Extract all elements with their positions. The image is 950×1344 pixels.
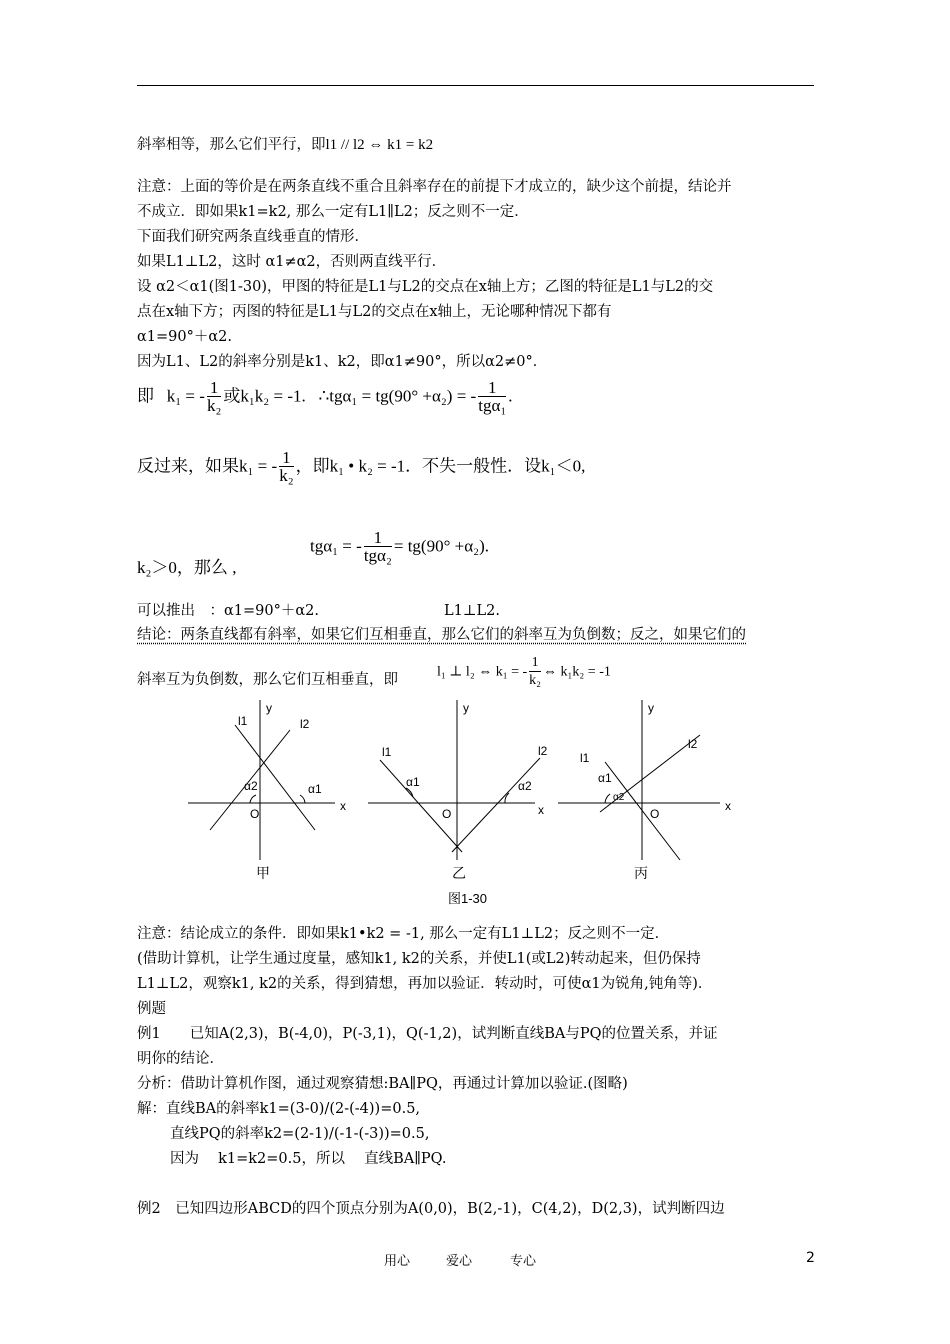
formula-converse: 反过来，如果k₁ = - $\frac{1}{\text{k₂}}$ ，即k₁ • k₂ = -1．不失一般性．设k₁＜0, <box>137 448 586 485</box>
solution-line-2: 直线PQ的斜率k2=(2-1)/(-1-(-3))=0.5, <box>170 1126 430 1142</box>
bing-caption: 丙 <box>634 865 648 881</box>
jia-y-label: y <box>266 701 272 715</box>
example1-line-a: 例1 已知A(2,3)，B(-4,0)，P(-3,1)，Q(-1,2)，试判断直线BA与PQ的位置关系，并证 <box>137 1026 718 1042</box>
example1-line-b: 明你的结论． <box>137 1051 224 1067</box>
yi-caption: 乙 <box>452 865 466 881</box>
fraction-1-over-k2: $\frac{1}{\text{k₂}}$ <box>206 378 222 415</box>
note1-line-a: 注意：上面的等价是在两条直线不重合且斜率存在的前提下才成立的，缺少这个前提，结论并 <box>137 179 732 195</box>
jia-caption: 甲 <box>256 865 270 881</box>
jia-l2-label: l2 <box>300 717 310 731</box>
formula-perp-1: 即 k₁ = - $\frac{1}{\text{k₂}}$ 或k₁k₂ = -1. ∴tgα₁ = tg(90° +α₂) = - $\frac{1}{\text{tgα₁}}$ . <box>137 378 513 415</box>
bing-a1-label: α1 <box>598 771 612 785</box>
yi-line-l1 <box>380 760 462 852</box>
figure-1-30 <box>180 700 740 915</box>
yi-l2-label: l2 <box>538 744 548 758</box>
formula-parallel: l1 // l2 ⇔ k1 = k2 <box>325 137 434 153</box>
figure-yi <box>368 700 540 860</box>
figure-bing <box>558 700 720 860</box>
jia-x-label: x <box>340 799 346 813</box>
formula-tg-relation: tgα₁ = - $\frac{1}{\text{tgα₂}}$ = tg(90° +α₂). <box>310 528 489 565</box>
text-alpha: α1=90°＋α2. <box>137 329 232 345</box>
yi-a2-label: α2 <box>518 779 532 793</box>
bing-x-label: x <box>725 799 731 813</box>
text-because: 因为L1、L2的斜率分别是k1、k2，即α1≠90°，所以α2≠0°． <box>137 354 548 370</box>
solution-line-3: 因为 k1=k2=0.5，所以 直线BA∥PQ. <box>170 1151 447 1167</box>
example2-line: 例2 已知四边形ABCD的四个顶点分别为A(0,0)，B(2,-1)，C(4,2)，D(2,3)，试判断四边 <box>137 1201 725 1217</box>
yi-line-l2 <box>452 758 540 852</box>
header-rule <box>137 85 814 86</box>
text-set-a: 设 α2＜α1(图1-30)，甲图的特征是L1与L2的交点在x轴上方；乙图的特征是L1与L2的交 <box>137 279 714 295</box>
conclusion-line-a: 结论：两条直线都有斜率，如果它们互相垂直，那么它们的斜率互为负倒数；反之，如果它们的 <box>137 627 746 643</box>
bing-a2-label: α2 <box>613 792 625 803</box>
yi-x-label: x <box>538 803 544 817</box>
figure-jia <box>188 700 335 860</box>
formula-k2-positive: k₂＞0，那么 , <box>137 558 237 577</box>
jia-a2-label: α2 <box>244 779 258 793</box>
bing-origin-label: O <box>650 807 660 821</box>
yi-y-label: y <box>463 701 469 715</box>
solution-line-1: 解：直线BA的斜率k1=(3-0)/(2-(-4))=0.5, <box>137 1101 421 1117</box>
deduce-perp: L1⊥L2. <box>444 603 500 619</box>
bing-arc-a1 <box>605 794 610 803</box>
footer-text-1: 用心 <box>384 1254 411 1269</box>
fraction-1-over-tga1: $\frac{1}{\text{tgα₁}}$ <box>478 378 507 415</box>
figure-caption: 图1-30 <box>448 891 488 906</box>
footer-text-3: 专心 <box>510 1254 537 1269</box>
conclusion-line-b: 斜率互为负倒数，那么它们互相垂直，即 <box>137 672 398 688</box>
computer-note-a: (借助计算机，让学生通过度量，感知k1, k2的关系，并使L1(或L2)转动起来，但仍保持 <box>137 951 701 967</box>
jia-origin-label: O <box>250 807 260 821</box>
text-set-b: 点在x轴下方；丙图的特征是L1与L2的交点在x轴上，无论哪种情况下都有 <box>137 304 612 320</box>
analysis: 分析：借助计算机作图，通过观察猜想:BA∥PQ，再通过计算加以验证.(图略) <box>137 1076 628 1092</box>
yi-l1-label: l1 <box>382 745 392 759</box>
text-next: 下面我们研究两条直线垂直的情形． <box>137 229 369 245</box>
bing-y-label: y <box>648 701 654 715</box>
jia-l1-label: l1 <box>238 714 248 728</box>
jia-arc-a2 <box>250 795 256 803</box>
note1-line-b: 不成立．即如果k1=k2, 那么一定有L1∥L2；反之则不一定． <box>137 204 529 220</box>
examples-heading: 例题 <box>137 1001 166 1017</box>
para-parallel: 斜率相等，那么它们平行，即l1 // l2 ⇔ k1 = k2 <box>137 137 434 153</box>
fraction-1-over-k2-b: $\frac{1}{\text{k₂}}$ <box>279 448 294 485</box>
footer-text-2: 爱心 <box>446 1254 473 1269</box>
jia-arc-a1 <box>300 795 305 803</box>
yi-a1-label: α1 <box>406 775 420 789</box>
fraction-1-over-k2-c: $\frac{1}{\text{k₂}}$ <box>529 655 542 688</box>
bing-l1-label: l1 <box>580 751 590 765</box>
jia-a1-label: α1 <box>308 782 322 796</box>
bing-l2-label: l2 <box>688 737 698 751</box>
page-number: 2 <box>806 1250 815 1266</box>
fraction-1-over-tga2: $\frac{1}{\text{tgα₂}}$ <box>363 528 392 565</box>
yi-origin-label: O <box>442 807 452 821</box>
deduce-line: 可以推出 ：α1=90°＋α2. <box>137 603 319 619</box>
computer-note-b: L1⊥L2，观察k1, k2的关系，得到猜想，再加以验证．转动时，可使α1为锐角,钝角等)． <box>137 976 713 992</box>
formula-perp-equivalence: l₁ ⊥ l₂ ⇔ k₁ = - $\frac{1}{\text{k₂}}$ ⇔ k₁k₂ = -1 <box>437 655 611 688</box>
jia-line-l1 <box>235 725 315 830</box>
note2: 注意：结论成立的条件．即如果k1•k2 = -1, 那么一定有L1⊥L2；反之则不一定． <box>137 926 670 942</box>
text-if: 如果L1⊥L2，这时 α1≠α2，否则两直线平行． <box>137 254 447 270</box>
